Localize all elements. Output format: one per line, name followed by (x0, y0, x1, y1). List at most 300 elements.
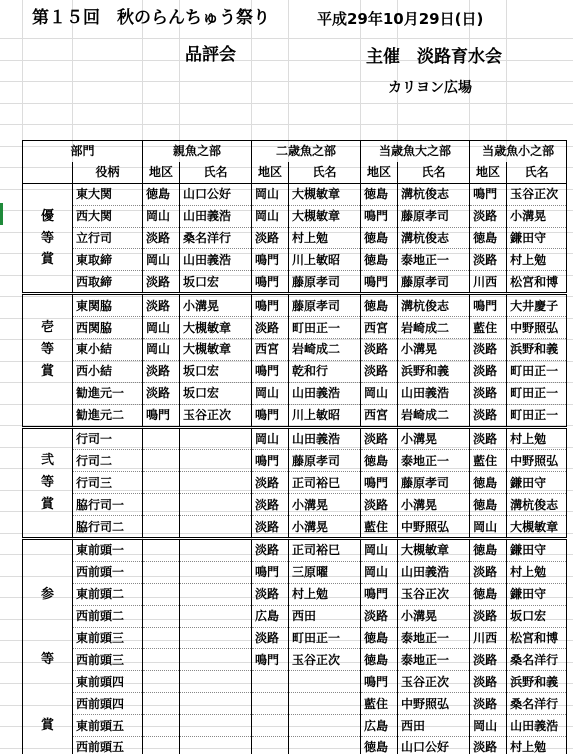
district-cell: 淡路 (143, 271, 180, 294)
name-cell: 大槻敏章 (289, 205, 361, 227)
name-cell: 正司裕巳 (289, 472, 361, 494)
event-date: 平成29年10月29日(日) (317, 10, 484, 28)
name-header: 氏名 (180, 162, 252, 183)
district-cell: 徳島 (143, 183, 180, 205)
name-cell: 桑名洋行 (180, 227, 252, 249)
district-cell: 徳島 (470, 472, 507, 494)
district-cell (143, 737, 180, 754)
name-cell: 浜野和義 (507, 671, 567, 693)
district-cell: 淡路 (252, 627, 289, 649)
table-row (23, 183, 567, 205)
role-cell: 東小結 (73, 339, 143, 361)
name-cell: 村上勉 (507, 561, 567, 583)
name-cell: 泰地正一 (398, 450, 470, 472)
rank-cell (23, 404, 73, 427)
district-cell: 岡山 (252, 183, 289, 205)
gridline (0, 103, 573, 104)
name-cell (289, 671, 361, 693)
table-row (23, 227, 567, 249)
table-row (23, 249, 567, 271)
district-cell: 淡路 (470, 205, 507, 227)
district-header: 地区 (361, 162, 398, 183)
table-row (23, 382, 567, 404)
table-row (23, 205, 567, 227)
event-venue: カリヨン広場 (388, 80, 472, 96)
name-cell: 中野照弘 (398, 693, 470, 715)
rank-cell (23, 294, 73, 317)
district-header: 地区 (470, 162, 507, 183)
name-cell: 溝杭俊志 (398, 227, 470, 249)
district-cell: 徳島 (470, 539, 507, 562)
rank-label: 優 (23, 205, 73, 227)
role-header: 役柄 (73, 162, 143, 183)
district-cell: 淡路 (252, 472, 289, 494)
district-cell: 淡路 (470, 339, 507, 361)
name-cell (180, 671, 252, 693)
name-cell: 大槻敏章 (289, 183, 361, 205)
name-cell: 正司裕巳 (289, 539, 361, 562)
district-cell: 鳴門 (470, 183, 507, 205)
district-cell (143, 516, 180, 539)
name-cell (180, 737, 252, 754)
rank-cell (23, 627, 73, 649)
name-cell: 町田正一 (507, 360, 567, 382)
name-cell: 山口公好 (180, 183, 252, 205)
name-cell (180, 627, 252, 649)
name-cell: 藤原孝司 (289, 294, 361, 317)
name-cell (180, 450, 252, 472)
group-header: 当歳魚小之部 (470, 141, 567, 162)
results-table (22, 140, 567, 754)
role-cell: 西大関 (73, 205, 143, 227)
rank-label: 参 (23, 583, 73, 605)
name-cell (180, 539, 252, 562)
district-cell: 淡路 (143, 227, 180, 249)
district-cell (143, 715, 180, 737)
role-cell: 西前頭三 (73, 649, 143, 671)
district-header: 地区 (143, 162, 180, 183)
name-cell: 町田正一 (289, 627, 361, 649)
district-cell: 淡路 (470, 649, 507, 671)
role-cell: 東前頭四 (73, 671, 143, 693)
subheader-row (23, 162, 567, 183)
district-cell: 淡路 (252, 317, 289, 339)
district-cell: 徳島 (470, 227, 507, 249)
role-cell: 脇行司一 (73, 494, 143, 516)
district-cell: 淡路 (361, 605, 398, 627)
district-cell: 川西 (470, 627, 507, 649)
role-cell: 東前頭五 (73, 715, 143, 737)
name-cell: 小溝晃 (398, 494, 470, 516)
name-cell: 小溝晃 (507, 205, 567, 227)
gridline (0, 38, 573, 39)
name-cell: 玉谷正次 (507, 183, 567, 205)
name-cell: 小溝晃 (398, 339, 470, 361)
name-cell: 大槻敏章 (180, 317, 252, 339)
role-cell: 西前頭四 (73, 693, 143, 715)
district-cell: 徳島 (361, 183, 398, 205)
name-cell: 村上勉 (289, 227, 361, 249)
district-cell: 徳島 (361, 294, 398, 317)
name-header: 氏名 (398, 162, 470, 183)
role-cell: 東前頭二 (73, 583, 143, 605)
district-cell: 徳島 (361, 249, 398, 271)
name-cell: 溝杭俊志 (507, 494, 567, 516)
name-cell: 大槻敏章 (398, 539, 470, 562)
district-cell: 淡路 (361, 339, 398, 361)
name-cell: 大槻敏章 (180, 339, 252, 361)
district-cell (143, 561, 180, 583)
name-cell: 川上敏昭 (289, 249, 361, 271)
name-cell: 岩崎成二 (289, 339, 361, 361)
role-cell: 東関脇 (73, 294, 143, 317)
district-cell: 淡路 (470, 382, 507, 404)
role-cell: 西前頭五 (73, 737, 143, 754)
district-cell: 鳴門 (361, 671, 398, 693)
district-cell: 鳴門 (252, 404, 289, 427)
district-cell: 広島 (252, 605, 289, 627)
district-cell: 岡山 (361, 382, 398, 404)
name-cell: 桑名洋行 (507, 693, 567, 715)
name-cell: 藤原孝司 (398, 205, 470, 227)
rank-cell (23, 271, 73, 294)
name-header: 氏名 (507, 162, 567, 183)
name-cell: 坂口宏 (507, 605, 567, 627)
name-cell: 玉谷正次 (398, 671, 470, 693)
role-cell: 勧進元一 (73, 382, 143, 404)
district-cell: 鳴門 (361, 205, 398, 227)
name-cell: 小溝晃 (398, 427, 470, 450)
name-cell: 藤原孝司 (289, 271, 361, 294)
name-cell (180, 427, 252, 450)
district-cell (143, 472, 180, 494)
district-cell: 岡山 (143, 205, 180, 227)
name-cell: 小溝晃 (180, 294, 252, 317)
name-cell (180, 516, 252, 539)
rank-label: 壱 (23, 317, 73, 339)
district-cell: 淡路 (361, 427, 398, 450)
rank-label: 弐 (23, 450, 73, 472)
district-cell: 淡路 (143, 360, 180, 382)
district-cell (143, 494, 180, 516)
table-row (23, 404, 567, 427)
name-cell: 山田義浩 (289, 382, 361, 404)
district-cell: 鳴門 (252, 649, 289, 671)
group-header: 二歳魚之部 (252, 141, 361, 162)
name-cell: 浜野和義 (507, 339, 567, 361)
district-cell: 岡山 (361, 539, 398, 562)
table-row (23, 360, 567, 382)
rank-cell (23, 516, 73, 539)
name-cell: 村上勉 (289, 583, 361, 605)
name-cell: 村上勉 (507, 737, 567, 754)
name-cell: 大槻敏章 (507, 516, 567, 539)
group-header: 当歳魚大之部 (361, 141, 470, 162)
name-cell (180, 494, 252, 516)
name-cell: 小溝晃 (289, 494, 361, 516)
name-header: 氏名 (289, 162, 361, 183)
district-cell (143, 427, 180, 450)
table-row (23, 516, 567, 539)
role-cell: 行司一 (73, 427, 143, 450)
district-cell: 鳴門 (361, 271, 398, 294)
rank-cell (23, 737, 73, 754)
district-cell: 藍住 (361, 693, 398, 715)
name-cell: 泰地正一 (398, 627, 470, 649)
name-cell: 溝杭俊志 (398, 294, 470, 317)
name-cell: 山田義浩 (180, 249, 252, 271)
event-title: 第１５回 秋のらんちゅう祭り (32, 8, 270, 28)
name-cell (180, 583, 252, 605)
role-cell: 行司二 (73, 450, 143, 472)
district-cell: 西宮 (361, 317, 398, 339)
table-row (23, 450, 567, 472)
district-cell: 淡路 (470, 360, 507, 382)
name-cell: 岩崎成二 (398, 317, 470, 339)
rank-label: 賞 (23, 715, 73, 737)
name-cell: 西田 (398, 715, 470, 737)
district-cell: 岡山 (252, 205, 289, 227)
rank-cell (23, 693, 73, 715)
rank-header-blank (23, 162, 73, 183)
district-cell (143, 693, 180, 715)
role-cell: 東大関 (73, 183, 143, 205)
header-row (23, 141, 567, 162)
district-cell: 淡路 (252, 494, 289, 516)
district-cell: 淡路 (252, 539, 289, 562)
name-cell: 町田正一 (507, 404, 567, 427)
name-cell: 鎌田守 (507, 539, 567, 562)
name-cell: 川上敏昭 (289, 404, 361, 427)
role-cell: 勧進元二 (73, 404, 143, 427)
district-cell: 鳴門 (252, 450, 289, 472)
district-cell: 淡路 (252, 583, 289, 605)
table-row (23, 671, 567, 693)
table-row (23, 715, 567, 737)
district-cell: 岡山 (143, 317, 180, 339)
district-cell (252, 737, 289, 754)
table-row (23, 317, 567, 339)
rank-label: 等 (23, 227, 73, 249)
district-cell: 淡路 (470, 671, 507, 693)
name-cell: 中野照弘 (398, 516, 470, 539)
district-cell: 西宮 (252, 339, 289, 361)
role-cell: 東前頭三 (73, 627, 143, 649)
name-cell (180, 561, 252, 583)
table-row (23, 583, 567, 605)
gridline (0, 124, 573, 125)
name-cell: 鎌田守 (507, 227, 567, 249)
name-cell (289, 737, 361, 754)
district-cell: 鳴門 (361, 472, 398, 494)
name-cell: 山田義浩 (507, 715, 567, 737)
district-cell: 岡山 (470, 715, 507, 737)
district-cell: 徳島 (361, 227, 398, 249)
name-cell: 坂口宏 (180, 382, 252, 404)
name-cell: 坂口宏 (180, 271, 252, 294)
division-header: 部門 (23, 141, 143, 162)
role-cell: 西前頭一 (73, 561, 143, 583)
district-cell: 淡路 (470, 249, 507, 271)
district-cell: 淡路 (361, 494, 398, 516)
district-cell (143, 627, 180, 649)
name-cell: 中野照弘 (507, 450, 567, 472)
district-cell: 鳴門 (252, 360, 289, 382)
name-cell (180, 472, 252, 494)
district-cell (252, 671, 289, 693)
district-cell: 鳴門 (252, 271, 289, 294)
district-cell: 岡山 (252, 427, 289, 450)
rank-cell (23, 561, 73, 583)
name-cell: 松宮和博 (507, 627, 567, 649)
district-cell (143, 539, 180, 562)
district-cell (143, 583, 180, 605)
table-row (23, 627, 567, 649)
group-header: 親魚之部 (143, 141, 252, 162)
table-row (23, 271, 567, 294)
name-cell: 山口公好 (398, 737, 470, 754)
table-row (23, 605, 567, 627)
name-cell: 町田正一 (507, 382, 567, 404)
name-cell: 玉谷正次 (289, 649, 361, 671)
district-cell: 淡路 (252, 516, 289, 539)
district-cell: 徳島 (361, 450, 398, 472)
name-cell: 坂口宏 (180, 360, 252, 382)
district-header: 地区 (252, 162, 289, 183)
name-cell (289, 715, 361, 737)
table-row (23, 472, 567, 494)
role-cell: 東取締 (73, 249, 143, 271)
name-cell: 三原曜 (289, 561, 361, 583)
name-cell: 鎌田守 (507, 583, 567, 605)
table-row (23, 339, 567, 361)
name-cell: 泰地正一 (398, 649, 470, 671)
district-cell: 淡路 (361, 360, 398, 382)
name-cell: 溝杭俊志 (398, 183, 470, 205)
table-row (23, 427, 567, 450)
row-selection-marker (0, 203, 3, 225)
district-cell: 徳島 (361, 649, 398, 671)
name-cell: 町田正一 (289, 317, 361, 339)
district-cell: 徳島 (470, 494, 507, 516)
district-cell: 徳島 (361, 627, 398, 649)
name-cell: 藤原孝司 (398, 472, 470, 494)
rank-label: 等 (23, 649, 73, 671)
table-row (23, 693, 567, 715)
rank-cell (23, 427, 73, 450)
district-cell: 淡路 (252, 227, 289, 249)
name-cell: 玉谷正次 (180, 404, 252, 427)
role-cell: 西関脇 (73, 317, 143, 339)
district-cell: 藍住 (361, 516, 398, 539)
name-cell: 山田義浩 (289, 427, 361, 450)
name-cell: 村上勉 (507, 249, 567, 271)
table-row (23, 737, 567, 754)
district-cell: 徳島 (470, 583, 507, 605)
district-cell: 淡路 (143, 382, 180, 404)
table-row (23, 494, 567, 516)
gridline (0, 81, 573, 82)
rank-label: 賞 (23, 249, 73, 271)
role-cell: 東前頭一 (73, 539, 143, 562)
name-cell: 浜野和義 (398, 360, 470, 382)
district-cell: 川西 (470, 271, 507, 294)
name-cell: 玉谷正次 (398, 583, 470, 605)
name-cell: 泰地正一 (398, 249, 470, 271)
name-cell (180, 649, 252, 671)
name-cell: 山田義浩 (398, 382, 470, 404)
table-row (23, 539, 567, 562)
district-cell (143, 605, 180, 627)
table-row (23, 294, 567, 317)
district-cell: 岡山 (252, 382, 289, 404)
district-cell: 淡路 (143, 294, 180, 317)
rank-label: 賞 (23, 360, 73, 382)
district-cell: 鳴門 (143, 404, 180, 427)
role-cell: 脇行司二 (73, 516, 143, 539)
district-cell: 藍住 (470, 317, 507, 339)
name-cell: 藤原孝司 (289, 450, 361, 472)
name-cell: 小溝晃 (289, 516, 361, 539)
table-row (23, 649, 567, 671)
table-row (23, 561, 567, 583)
event-name: 品評会 (185, 45, 236, 65)
district-cell (252, 693, 289, 715)
name-cell (180, 605, 252, 627)
name-cell: 藤原孝司 (398, 271, 470, 294)
district-cell: 淡路 (470, 693, 507, 715)
district-cell (252, 715, 289, 737)
name-cell (180, 715, 252, 737)
name-cell: 村上勉 (507, 427, 567, 450)
name-cell: 小溝晃 (398, 605, 470, 627)
district-cell: 鳴門 (252, 249, 289, 271)
district-cell: 岡山 (361, 561, 398, 583)
rank-cell (23, 671, 73, 693)
name-cell (180, 693, 252, 715)
district-cell: 広島 (361, 715, 398, 737)
district-cell: 岡山 (143, 339, 180, 361)
name-cell: 鎌田守 (507, 472, 567, 494)
district-cell: 鳴門 (361, 583, 398, 605)
rank-cell (23, 183, 73, 205)
name-cell: 松宮和博 (507, 271, 567, 294)
district-cell: 淡路 (470, 427, 507, 450)
rank-cell (23, 539, 73, 562)
district-cell: 西宮 (361, 404, 398, 427)
role-cell: 西前頭二 (73, 605, 143, 627)
name-cell: 乾和行 (289, 360, 361, 382)
name-cell: 岩崎成二 (398, 404, 470, 427)
district-cell: 淡路 (470, 605, 507, 627)
district-cell (143, 450, 180, 472)
district-cell: 藍住 (470, 450, 507, 472)
name-cell: 西田 (289, 605, 361, 627)
district-cell: 岡山 (470, 516, 507, 539)
district-cell: 鳴門 (252, 561, 289, 583)
rank-label: 等 (23, 472, 73, 494)
event-organizer: 主催 淡路育水会 (366, 47, 502, 67)
role-cell: 西取締 (73, 271, 143, 294)
role-cell: 行司三 (73, 472, 143, 494)
name-cell: 桑名洋行 (507, 649, 567, 671)
district-cell (143, 671, 180, 693)
district-cell: 岡山 (143, 249, 180, 271)
rank-cell (23, 605, 73, 627)
district-cell: 淡路 (470, 561, 507, 583)
name-cell: 山田義浩 (398, 561, 470, 583)
name-cell (289, 693, 361, 715)
